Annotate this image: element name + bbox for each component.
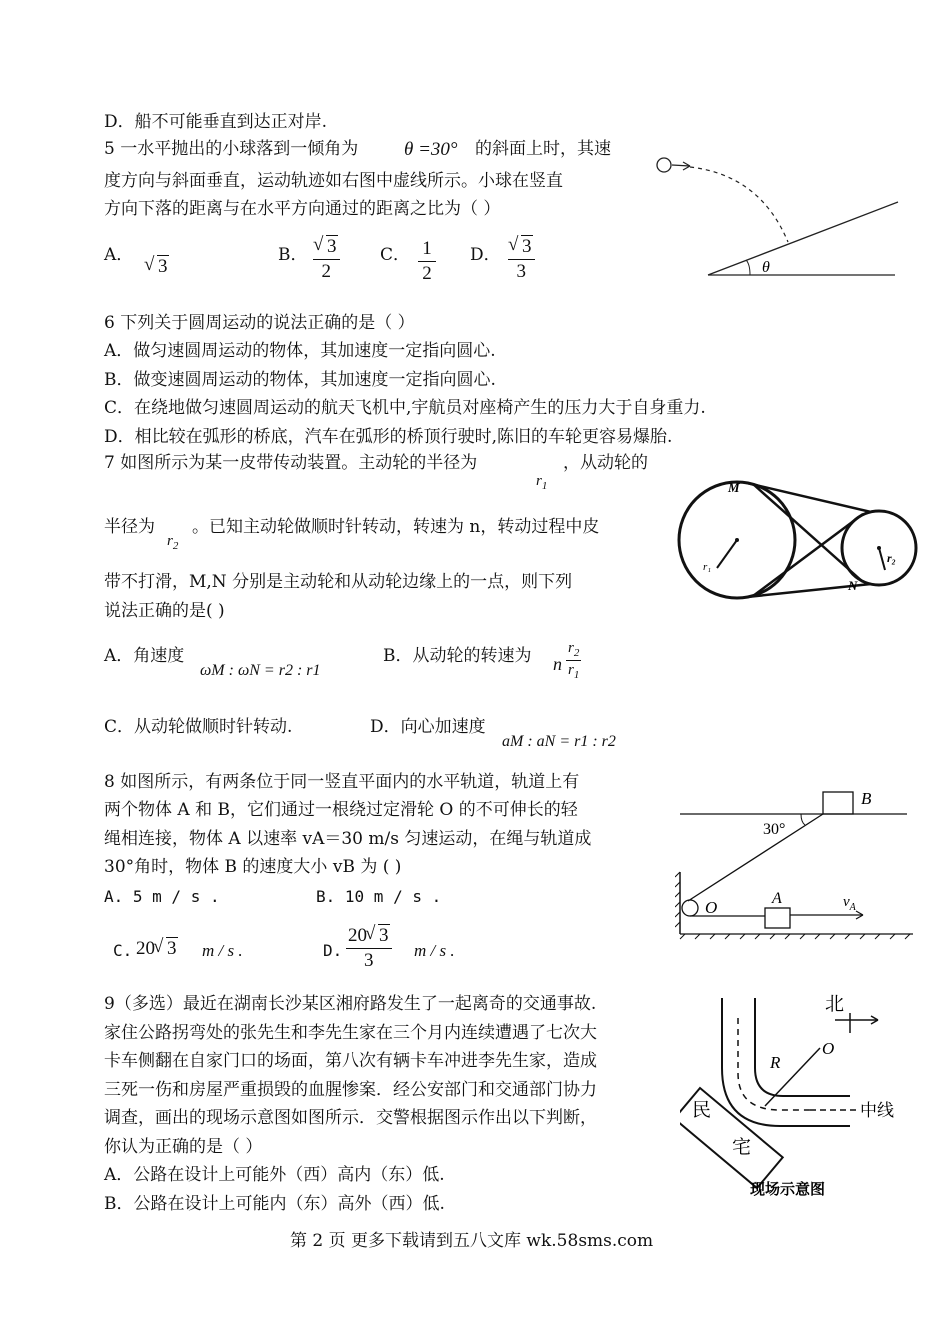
velocity-arrow (672, 165, 690, 166)
q7-stem-line1: 7 如图所示为某一皮带传动装置。主动轮的半径为 (104, 453, 478, 473)
q8-stem-line1: 8 如图所示，有两条位于同一竖直平面内的水平轨道，轨道上有 (104, 772, 580, 792)
label-M: M (728, 480, 740, 495)
q7-r1: $r_1$ (536, 473, 548, 492)
radius-r1 (717, 540, 737, 568)
q9-stem-line6: 你认为正确的是（ ） (104, 1137, 263, 1157)
q6-option-a: A．做匀速圆周运动的物体，其加速度一定指向圆心. (104, 341, 496, 361)
label-N: N (848, 578, 858, 593)
q7-option-b-n: n (553, 654, 562, 674)
label-r1: r₁ (703, 561, 712, 573)
q5-option-a-label: A． (104, 245, 134, 265)
house-label-min: 民 (692, 1100, 712, 1121)
q8-option-c-unit: m / s . (202, 941, 243, 960)
q8-option-c-value: 20√ 3 (136, 938, 178, 960)
q5-option-d-fraction: √ $\frac{3}{3}$ (508, 236, 535, 283)
q8-stem-line4: 30°角时，物体 B 的速度大小 vB 为 ( ) (104, 857, 402, 877)
q8-option-d-label: D. (323, 941, 343, 960)
q5-option-b-fraction: √ $\frac{3}{2}$ (313, 236, 340, 283)
q5-stem-line1a: 5 一水平抛出的小球落到一倾角为 (104, 139, 359, 159)
radius-r2 (879, 548, 885, 570)
q9-accident-figure (680, 988, 910, 1206)
q9-stem-line3: 卡车侧翻在自家门口的场面，第八次有辆卡车冲进李先生家，造成 (104, 1051, 597, 1071)
q6-stem: 6 下列关于圆周运动的说法正确的是（ ） (104, 313, 415, 333)
q8-pulley-figure (675, 782, 920, 942)
q5-incline-figure (650, 150, 900, 280)
q7-stem-line1b: ，从动轮的 (563, 453, 648, 473)
q7-stem-line2a: 半径为 (104, 517, 155, 537)
trajectory-dashed (690, 167, 788, 242)
q8-option-d-fraction: $\frac{20√ 3}{3}$ (346, 925, 392, 972)
belt-cross-2 (753, 514, 863, 596)
q8-option-c-label: C. (113, 941, 133, 960)
q5-option-c-fraction: $\frac{1}{2}$ (418, 238, 436, 285)
q5-stem-line2: 度方向与斜面垂直，运动轨迹如右图中虚线所示。小球在竖直 (104, 171, 563, 191)
angle-arc (801, 814, 805, 825)
q7-option-a-math: ωM : ωN = r2 : r1 (200, 662, 321, 679)
q4-option-d: D．船不可能垂直到达正对岸. (104, 112, 328, 132)
label-A: A (772, 890, 782, 907)
q7-belt-figure (665, 480, 925, 605)
q7-option-a: A．角速度 (104, 646, 185, 666)
block-B (823, 792, 853, 814)
q8-stem-line3: 绳相连接，物体 A 以速率 vA＝30 m/s 匀速运动，在绳与轨道成 (104, 829, 592, 849)
q7-stem-line4: 说法正确的是( ) (104, 601, 225, 621)
angle-arc (746, 260, 750, 275)
q9-stem-line5: 调查，画出的现场示意图如图所示．交警根据图示作出以下判断， (104, 1108, 597, 1128)
q9-stem-line1: 9（多选）最近在湖南长沙某区湘府路发生了一起离奇的交通事故. (104, 994, 597, 1014)
label-B: B (861, 789, 872, 808)
q7-r2: $r_2$ (167, 533, 179, 552)
pulley-O (682, 900, 698, 916)
figure-caption: 现场示意图 (750, 1182, 826, 1198)
q7-option-c: C．从动轮做顺时针转动. (104, 717, 293, 737)
track-hatch (680, 934, 910, 939)
q9-option-a: A．公路在设计上可能外（西）高内（东）低. (104, 1165, 445, 1185)
q8-option-d-unit: m / s . (414, 941, 455, 960)
q9-option-b: B．公路在设计上可能内（东）高外（西）低. (104, 1194, 445, 1214)
label-r2: r₂ (887, 551, 896, 565)
q5-option-b-label: B． (278, 245, 308, 265)
q5-option-c-label: C． (380, 245, 411, 265)
block-A (765, 908, 790, 928)
q7-stem-line2b: 。已知主动轮做顺时针转动，转速为 n，转动过程中皮 (192, 517, 600, 537)
q5-stem-line1b: 的斜面上时，其速 (475, 139, 611, 159)
q8-option-b: B. 10 m / s . (316, 887, 442, 906)
incline-line (708, 202, 898, 275)
q9-stem-line4: 三死一伤和房屋严重损毁的血腥惨案．经公安部门和交通部门协力 (104, 1080, 597, 1100)
label-O: O (705, 898, 718, 917)
q7-option-d: D．向心加速度 (370, 717, 486, 737)
q5-option-d-label: D． (470, 245, 501, 265)
q7-option-b-fraction: $\frac{r_2}{r_1}$ (568, 640, 580, 681)
q5-stem-line3: 方向下落的距离与在水平方向通过的距离之比为（ ） (104, 199, 501, 219)
ball (657, 158, 671, 172)
belt-upper (747, 483, 871, 512)
q9-stem-line2: 家住公路拐弯处的张先生和李先生家在三个月内连续遭遇了七次大 (104, 1023, 597, 1043)
q6-option-d: D．相比较在弧形的桥底，汽车在弧形的桥顶行驶时,陈旧的车轮更容易爆胎. (104, 427, 673, 447)
q7-option-b: B．从动轮的转速为 (383, 646, 532, 666)
q8-option-a: A. 5 m / s . (104, 887, 220, 906)
label-O: O (822, 1039, 835, 1058)
q5-option-a-value: √ 3 (146, 256, 169, 278)
theta-label: θ (762, 259, 770, 276)
angle-label: 30° (763, 821, 786, 838)
house-label-zhai: 宅 (732, 1137, 752, 1158)
q6-option-b: B．做变速圆周运动的物体，其加速度一定指向圆心. (104, 370, 496, 390)
q8-stem-line2: 两个物体 A 和 B，它们通过一根绕过定滑轮 O 的不可伸长的轻 (104, 800, 578, 820)
rope-slant (688, 814, 823, 901)
label-vA: $v_A$ (843, 894, 856, 913)
north-label: 北 (825, 994, 845, 1015)
center-label: 中线 (860, 1101, 894, 1120)
q7-option-d-math: aM : aN = r1 : r2 (502, 733, 616, 750)
page-footer: 第 2 页 更多下载请到五八文库 wk.58sms.com (290, 1231, 654, 1251)
label-R: R (770, 1053, 781, 1072)
q6-option-c: C．在绕地做匀速圆周运动的航天飞机中,宇航员对座椅产生的压力大于自身重力. (104, 398, 706, 418)
q7-stem-line3: 带不打滑，M,N 分别是主动轮和从动轮边缘上的一点，则下列 (104, 572, 573, 592)
q5-theta-equation: θ =30° (404, 139, 458, 160)
road-outer-edge (722, 998, 850, 1126)
